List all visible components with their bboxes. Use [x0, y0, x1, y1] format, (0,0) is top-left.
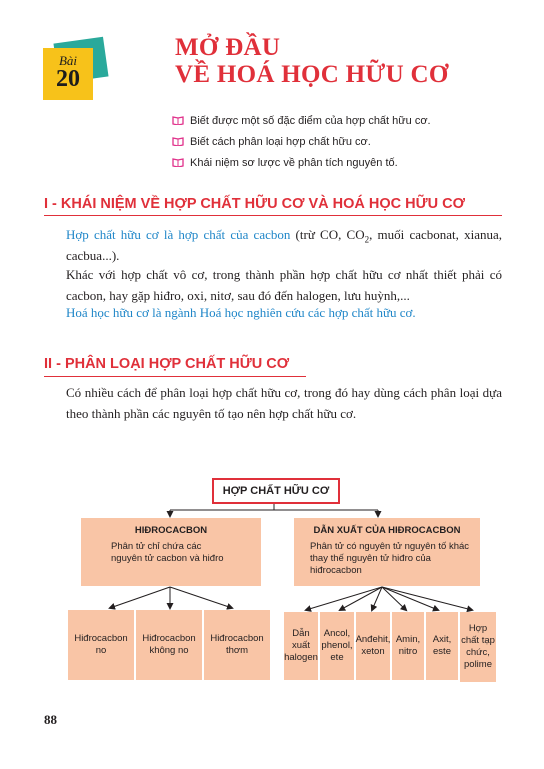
derivative-desc: Phân tử có nguyên tử nguyên tố khác thay thế nguyên tử hiđro của hiđrocacbon — [310, 541, 470, 576]
hydrocarbon-desc: Phân tử chỉ chứa các nguyên tử cacbon và hiđro — [111, 541, 224, 564]
objective-text: Biết cách phân loại hợp chất hữu cơ. — [190, 135, 371, 148]
definition-rest-a: (trừ CO, CO — [290, 227, 365, 242]
leaf-label: Hiđrocacbon không no — [142, 633, 196, 656]
derivative-title: DẪN XUẤT CỦA HIĐROCACBON — [313, 525, 461, 536]
lesson-number: 20 — [56, 66, 80, 92]
leaf-amine — [392, 612, 424, 680]
section1-heading: I - KHÁI NIỆM VỀ HỢP CHẤT HỮU CƠ VÀ HOÁ HỌC HỮU CƠ — [44, 196, 465, 212]
definition-text: Hợp chất hữu cơ là hợp chất của cacbon — [66, 227, 291, 242]
leaf-label: Hiđrocacbon no — [74, 633, 128, 656]
leaf-alkane — [68, 610, 134, 680]
page-title-line1: MỞ ĐẦU — [175, 34, 281, 61]
section2-heading: II - PHÂN LOẠI HỢP CHẤT HỮU CƠ — [44, 356, 290, 372]
leaf-label: Amin, nitro — [395, 634, 421, 657]
definition-rest-b: , muối cacbonat, xianua, cacbua...). — [66, 227, 502, 263]
leaf-label: Axit, este — [432, 634, 452, 657]
leaf-acid — [426, 612, 458, 680]
hydrocarbon-box — [81, 518, 261, 586]
section1-paragraph2: Khác với hợp chất vô cơ, trong thành phần hợp chất hữu cơ nhất thiết phải có cacbon, hay gặp hiđro, oxi, nitơ, sau đó đến halogen, lưu huỳnh,... — [66, 267, 502, 303]
leaf-aromatic — [204, 610, 270, 680]
lesson-word: Bài — [58, 53, 78, 68]
leaf-unsaturated — [136, 610, 202, 680]
leaf-label: Ancol, phenol, ete — [321, 628, 353, 663]
leaf-alcohol — [320, 612, 354, 680]
page-number: 88 — [44, 712, 57, 727]
leaf-label: Anđehit, xeton — [355, 634, 391, 657]
objective-text: Khái niệm sơ lược về phân tích nguyên tố. — [190, 156, 398, 169]
section2-paragraph1: Có nhiều cách để phân loại hợp chất hữu cơ, trong đó hay dùng cách phân loại dựa theo thành phần các nguyên tố tạo nên hợp chất hữu cơ. — [66, 385, 502, 421]
derivative-box — [294, 518, 480, 586]
page-title-line2: VỀ HOÁ HỌC HỮU CƠ — [175, 61, 449, 88]
leaf-polyfunctional — [460, 612, 496, 682]
diagram-root-box: HỢP CHẤT HỮU CƠ — [212, 478, 340, 504]
leaf-aldehyde — [356, 612, 390, 680]
subscript-2: 2 — [364, 234, 370, 245]
leaf-halogen — [284, 612, 318, 680]
objective-text: Biết được một số đặc điểm của hợp chất hữu cơ. — [190, 114, 431, 127]
leaf-label: Dẫn xuất halogen — [284, 628, 318, 663]
section1-paragraph3: Hoá học hữu cơ là ngành Hoá học nghiên cứu các hợp chất hữu cơ. — [66, 305, 416, 320]
leaf-label: Hiđrocacbon thơm — [210, 633, 264, 656]
hydrocarbon-title: HIĐROCACBON — [134, 525, 208, 536]
leaf-label: Hợp chất tạp chức, polime — [461, 623, 495, 670]
